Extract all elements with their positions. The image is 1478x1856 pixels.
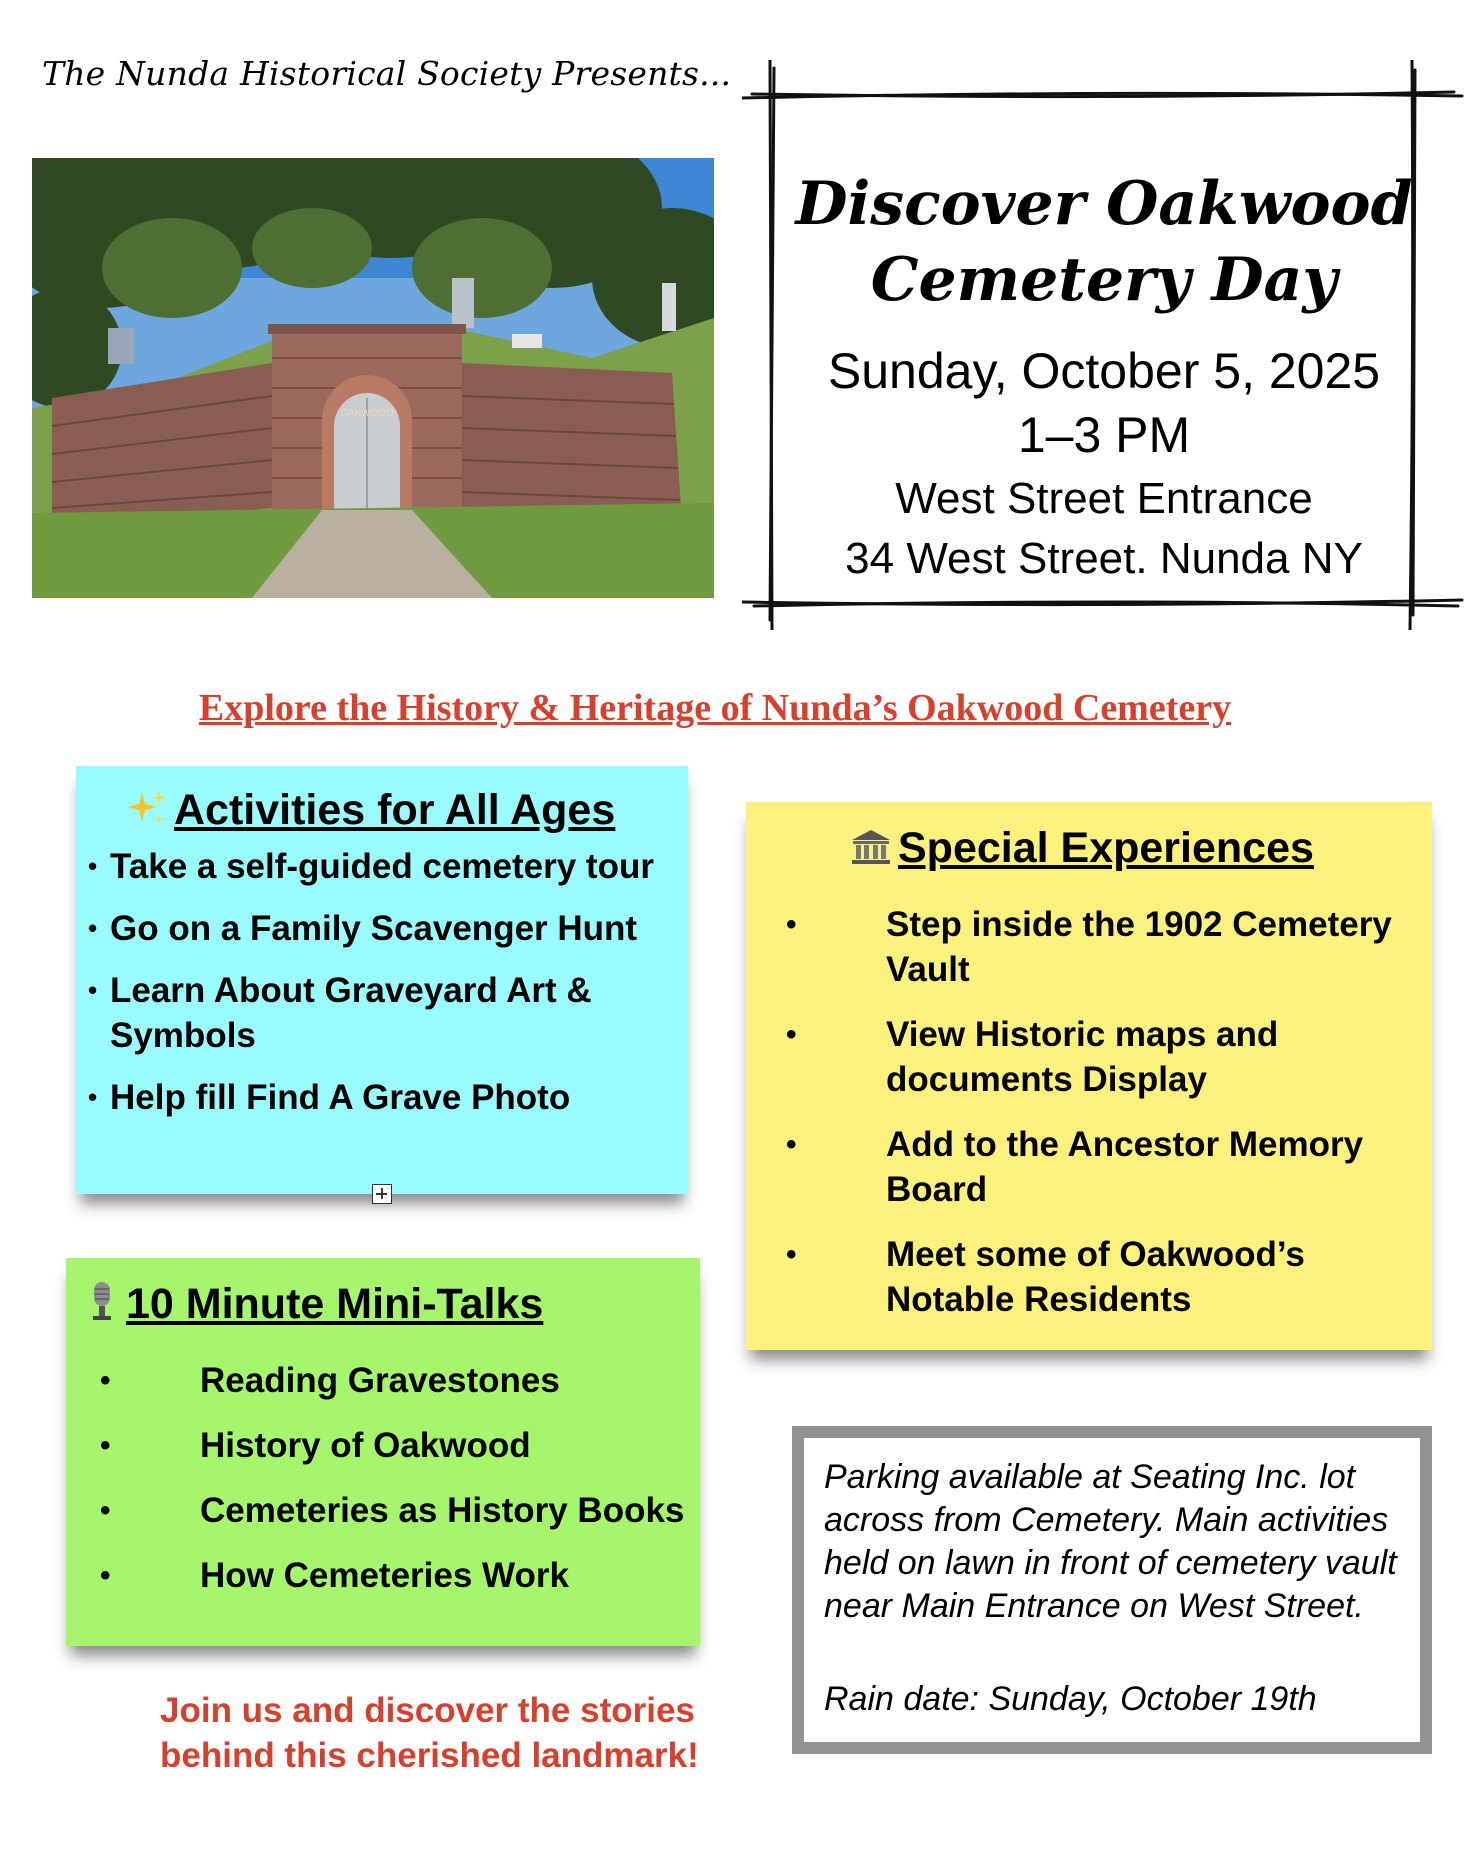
rain-date: Rain date: Sunday, October 19th xyxy=(824,1680,1317,1718)
cemetery-vault-photo xyxy=(32,158,714,598)
expand-handle-icon[interactable] xyxy=(372,1184,392,1204)
list-item: • Learn About Graveyard Art & Symbols xyxy=(84,968,684,1058)
activities-heading xyxy=(128,786,615,839)
parking-text: Parking available at Seating Inc. lot across from Cemetery. Main activities held on lawn in front of cemetery vault near Main Entrance on West Street. xyxy=(824,1458,1397,1625)
event-date: Sunday, October 5, 2025 xyxy=(827,343,1381,399)
event-place: West Street Entrance xyxy=(895,474,1313,523)
special-experiences-card xyxy=(746,802,1432,1350)
list-item: • Reading Gravestones xyxy=(100,1358,700,1403)
event-title-box xyxy=(742,60,1466,630)
list-item: • Step inside the 1902 Cemetery Vault xyxy=(786,902,1426,992)
join-message: Join us and discover the stories behind this cherished landmark! xyxy=(160,1691,699,1775)
talks-heading-text: 10 Minute Mini-Talks xyxy=(126,1280,544,1328)
list-item: • View Historic maps and documents Display xyxy=(786,1012,1426,1102)
talks-list xyxy=(100,1358,700,1618)
list-item: • Take a self-guided cemetery tour xyxy=(84,844,684,889)
event-address: 34 West Street. Nunda NY xyxy=(845,534,1363,583)
special-list xyxy=(786,902,1426,1342)
list-item: • How Cemeteries Work xyxy=(100,1553,700,1598)
list-item: • Cemeteries as History Books xyxy=(100,1488,700,1533)
sparkles-icon xyxy=(128,788,168,839)
parking-info-box xyxy=(792,1426,1432,1754)
explore-heading: Explore the History & Heritage of Nunda’s Oakwood Cemetery xyxy=(198,687,1232,729)
presenter-line: The Nunda Historical Society Presents... xyxy=(42,54,732,93)
vault-inscription: OAKWOOD xyxy=(339,408,395,419)
list-item: • Add to the Ancestor Memory Board xyxy=(786,1122,1426,1212)
special-heading xyxy=(850,824,1314,877)
activities-card xyxy=(76,766,688,1194)
microphone-icon xyxy=(84,1280,120,1333)
list-item: • Go on a Family Scavenger Hunt xyxy=(84,906,684,951)
activities-heading-text: Activities for All Ages xyxy=(174,786,616,834)
special-heading-text: Special Experiences xyxy=(898,824,1314,872)
list-item: • Help fill Find A Grave Photo xyxy=(84,1075,684,1120)
list-item: • History of Oakwood xyxy=(100,1423,700,1468)
event-title-line1: Discover Oakwood xyxy=(795,169,1413,239)
activities-list xyxy=(84,844,684,1137)
event-time: 1–3 PM xyxy=(1017,407,1191,463)
event-title-line2: Cemetery Day xyxy=(870,245,1338,315)
list-item: • Meet some of Oakwood’s Notable Residents xyxy=(786,1232,1426,1322)
talks-heading xyxy=(84,1280,543,1333)
classical-building-icon xyxy=(850,828,892,877)
mini-talks-card xyxy=(66,1258,700,1646)
